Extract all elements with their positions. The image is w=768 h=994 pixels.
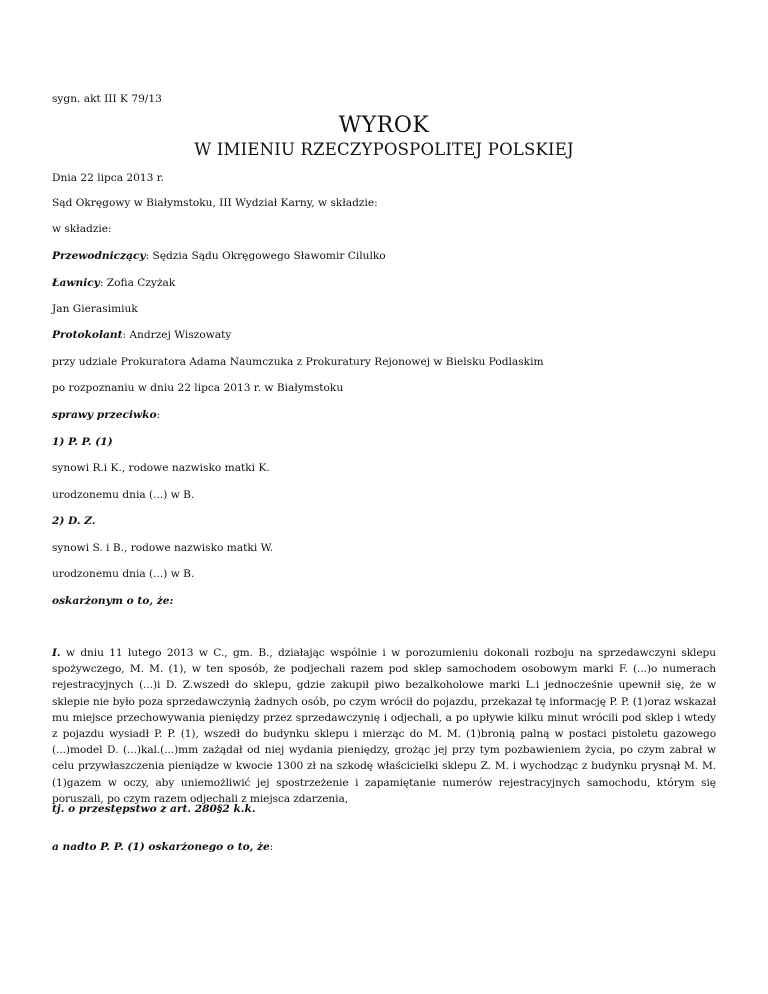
case-number: sygn. akt III K 79/13 — [52, 93, 162, 105]
lay-judges-line — [52, 276, 175, 291]
charged-heading: oskarżonym o to, że: — [52, 595, 174, 607]
charge-1-paragraph — [52, 645, 716, 807]
prosecutor-line: przy udziale Prokuratora Adama Naumczuka z Prokuratury Rejonowej w Bielsku Podlaskim — [52, 356, 544, 368]
presiding-value: : Sędzia Sądu Okręgowego Sławomir Cilulko — [145, 250, 386, 262]
presiding-label: Przewodniczący — [52, 250, 146, 262]
charge-1-numeral: I. — [52, 647, 61, 659]
defendant-2-parents: synowi S. i B., rodowe nazwisko matki W. — [52, 542, 273, 554]
clerk-label: Protokolant — [52, 329, 123, 341]
charge-1-text: w dniu 11 lutego 2013 w C., gm. B., działając wspólnie i w porozumieniu dokonali rozboju na sprzedawczyni sklepu spożywczego, M. M. (1), w ten sposób, że podjechali razem pod sklep samochodem osobowym marki F. (...)o numerach rejestracyjnych (...)i D. Z.wszedł do sklepu, gdzie zakupił piwo bezalkoholowe marki L.i jednocześnie upewnił się, że w sklepie nie było poza sprzedawczynią żadnych osób, po czym wrócił do pojazdu, przekazał tę informację P. P. (1)oraz wskazał mu miejsce przechowywania pieniędzy przez sprzedawczynię i odjechali, a po upływie kilku minut wrócili pod sklep i wtedy z pojazdu wysiadł P. P. (1), wszedł do budynku sklepu i mierząc do M. M. (1)bronią palną w postaci pistoletu gazowego (...)model D. (...)kal.(...)mm zażądał od niej wydania pieniędzy, grożąc jej przy tym pozbawieniem życia, po czym zabrał w celu przywłaszczenia pieniądze w kwocie 1300 zł na szkodę właścicielki sklepu Z. M. i wychodząc z budynku prysnął M. M. (1)gazem w oczy, aby uniemożliwić jej spostrzeżenie i zapamiętanie numerów rejestracyjnych samochodu, którym się poruszali, po czym razem odjechali z miejsca zdarzenia, — [52, 647, 716, 805]
against-label: sprawy przeciwko — [52, 409, 157, 421]
presiding-judge-line — [52, 249, 386, 264]
hearing-line: po rozpoznaniu w dniu 22 lipca 2013 r. w Białymstoku — [52, 382, 344, 394]
judgment-subtitle: W IMIENIU RZECZYPOSPOLITEJ POLSKIEJ — [194, 140, 574, 159]
judgment-title: WYROK — [338, 113, 430, 138]
court-line: Sąd Okręgowy w Białymstoku, III Wydział Karny, w składzie: — [52, 197, 378, 209]
composition-line: w składzie: — [52, 223, 112, 235]
charge-2-heading: a nadto P. P. (1) oskarżonego o to, że: — [52, 841, 274, 853]
lay-judges-label: Ławnicy — [52, 277, 100, 289]
clerk-value: : Andrzej Wiszowaty — [122, 329, 232, 341]
charge-2-intro: a nadto P. P. (1) oskarżonego o to, że — [52, 841, 270, 853]
against-heading: sprawy przeciwko: — [52, 409, 161, 421]
clerk-line — [52, 328, 231, 343]
defendant-1-birth: urodzonemu dnia (...) w B. — [52, 489, 195, 501]
defendant-1-name: 1) P. P. (1) — [52, 436, 113, 448]
judgment-date: Dnia 22 lipca 2013 r. — [52, 172, 165, 184]
lay-judge-2: Jan Gierasimiuk — [52, 303, 138, 315]
lay-judges-value: : Zofia Czyżak — [99, 277, 176, 289]
defendant-2-name: 2) D. Z. — [52, 515, 96, 527]
charge-1-qualification: tj. o przestępstwo z art. 280§2 k.k. — [52, 803, 256, 815]
defendant-2-birth: urodzonemu dnia (...) w B. — [52, 568, 195, 580]
defendant-1-parents: synowi R.i K., rodowe nazwisko matki K. — [52, 462, 270, 474]
